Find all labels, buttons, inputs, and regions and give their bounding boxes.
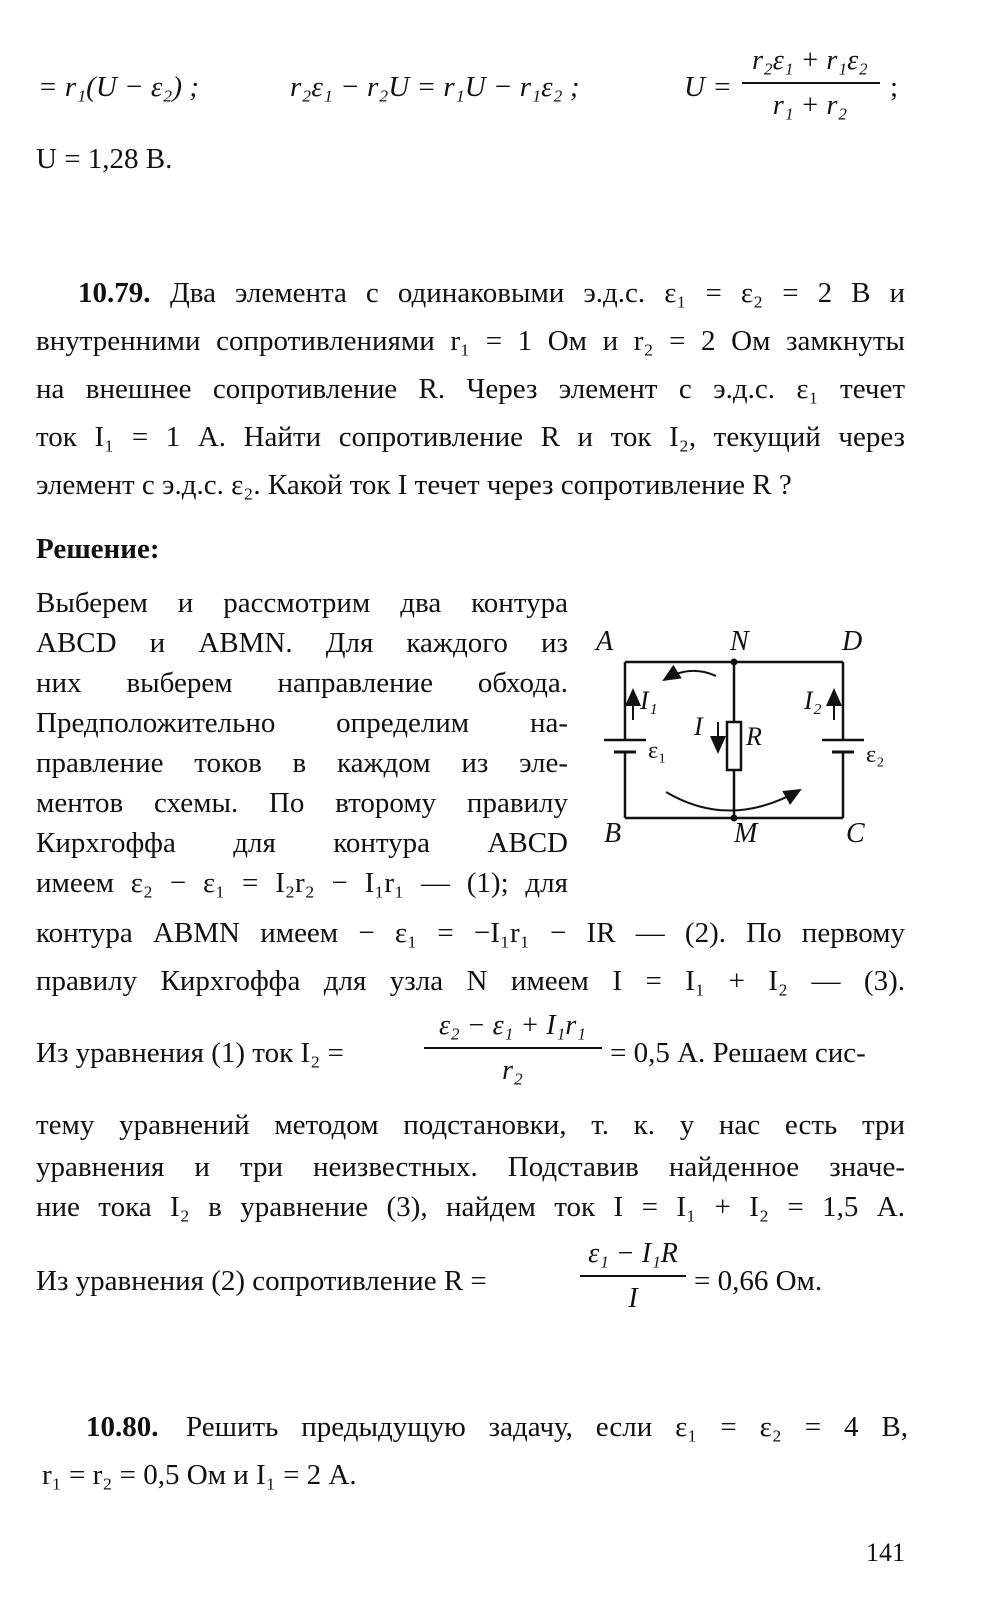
top-eq-3-lhs: U =: [684, 71, 732, 103]
problem-79-line-1: Два элемента с одинаковыми э.д.с. ε₁ = ε₂ = 2 В и: [170, 277, 905, 309]
circuit-label-R: R: [746, 722, 762, 751]
problem-79-number: 10.79.: [78, 277, 151, 309]
circuit-label-B: B: [604, 818, 622, 849]
solution-left-line-2: ABCD и ABMN. Для каждого из: [36, 627, 568, 659]
circuit-label-I1: I₁: [640, 686, 658, 715]
top-eq-1: = r₁(U − ε₂) ;: [38, 71, 199, 103]
solution-mid-line-2: уравнения и три неизвестных. Подставив найденное значе-: [36, 1151, 905, 1183]
solution-full-line-2: правилу Кирхгоффа для узла N имеем I = I₁ + I₂ — (3).: [36, 965, 905, 997]
problem-80-line-1: Решить предыдущую задачу, если ε₁ = ε₂ = 4 В,: [186, 1411, 908, 1443]
problem-79-line-2: внутренними сопротивлениями r₁ = 1 Ом и r₂ = 2 Ом замкнуты: [36, 325, 905, 357]
eq-r-suffix: = 0,66 Ом.: [694, 1265, 823, 1297]
resistor-R: [727, 722, 741, 770]
loop-arrow-top: [664, 671, 716, 680]
solution-left-line-4: Предположительно определим на-: [36, 707, 568, 739]
eq-r-prefix: Из уравнения (2) сопротивление R =: [36, 1265, 487, 1297]
problem-79-line-5: элемент с э.д.с. ε₂. Какой ток I течет через сопротивление R ?: [36, 469, 792, 501]
problem-80-number: 10.80.: [86, 1411, 159, 1443]
solution-heading: Решение:: [36, 533, 160, 565]
solution-left-line-5: правление токов в каждом из эле-: [36, 747, 568, 779]
circuit-label-e1: ε₁: [648, 738, 667, 764]
top-eq-3-tail: ;: [890, 71, 899, 103]
eq-i2-prefix: Из уравнения (1) ток I₂ =: [36, 1037, 344, 1069]
solution-mid-line-1: тему уравнений методом подстановки, т. к. у нас есть три: [36, 1109, 905, 1141]
top-eq-3-numerator: r₂ε₁ + r₁ε₂: [752, 45, 868, 76]
circuit-label-I: I: [694, 712, 703, 741]
circuit-label-I2: I₂: [804, 686, 822, 715]
eq-i2-denominator: r₂: [502, 1055, 523, 1086]
circuit-label-D: D: [842, 626, 863, 657]
solution-left-line-1: Выберем и рассмотрим два контура: [36, 587, 568, 619]
solution-left-line-8: имеем ε₂ − ε₁ = I₂r₂ − I₁r₁ — (1); для: [36, 867, 568, 899]
eq-r-denominator: I: [628, 1283, 638, 1314]
problem-79-line-3: на внешнее сопротивление R. Через элемент с э.д.с. ε₁ течет: [36, 373, 905, 405]
solution-left-line-3: них выберем направление обхода.: [36, 667, 568, 699]
problem-80-line-2: r₁ = r₂ = 0,5 Ом и I₁ = 2 А.: [42, 1459, 357, 1491]
top-eq-2: r₂ε₁ − r₂U = r₁U − r₁ε₂ ;: [290, 71, 580, 103]
node-N-dot: [731, 659, 738, 666]
top-result: U = 1,28 В.: [36, 143, 173, 175]
page-number: 141: [866, 1538, 905, 1567]
top-eq-3-denominator: r₁ + r₂: [772, 90, 848, 121]
circuit-label-C: C: [846, 818, 865, 849]
eq-r-numerator: ε₁ − I₁R: [588, 1238, 678, 1269]
solution-full-line-1: контура ABMN имеем − ε₁ = −I₁r₁ − IR — (2). По первому: [36, 917, 905, 949]
solution-mid-line-3: ние тока I₂ в уравнение (3), найдем ток I = I₁ + I₂ = 1,5 А.: [36, 1191, 905, 1223]
problem-79-line-4: ток I₁ = 1 А. Найти сопротивление R и ток I₂, текущий через: [36, 421, 905, 453]
solution-left-line-6: ментов схемы. По второму правилу: [36, 787, 568, 819]
solution-left-line-7: Кирхгоффа для контура ABCD: [36, 827, 568, 859]
eq-i2-numerator: ε₂ − ε₁ + I₁r₁: [438, 1010, 586, 1041]
circuit-label-A: A: [596, 626, 614, 657]
circuit-label-e2: ε₂: [866, 742, 885, 768]
circuit-label-M: M: [734, 818, 758, 849]
eq-i2-suffix: = 0,5 А. Решаем сис-: [610, 1037, 866, 1069]
circuit-label-N: N: [730, 626, 749, 657]
